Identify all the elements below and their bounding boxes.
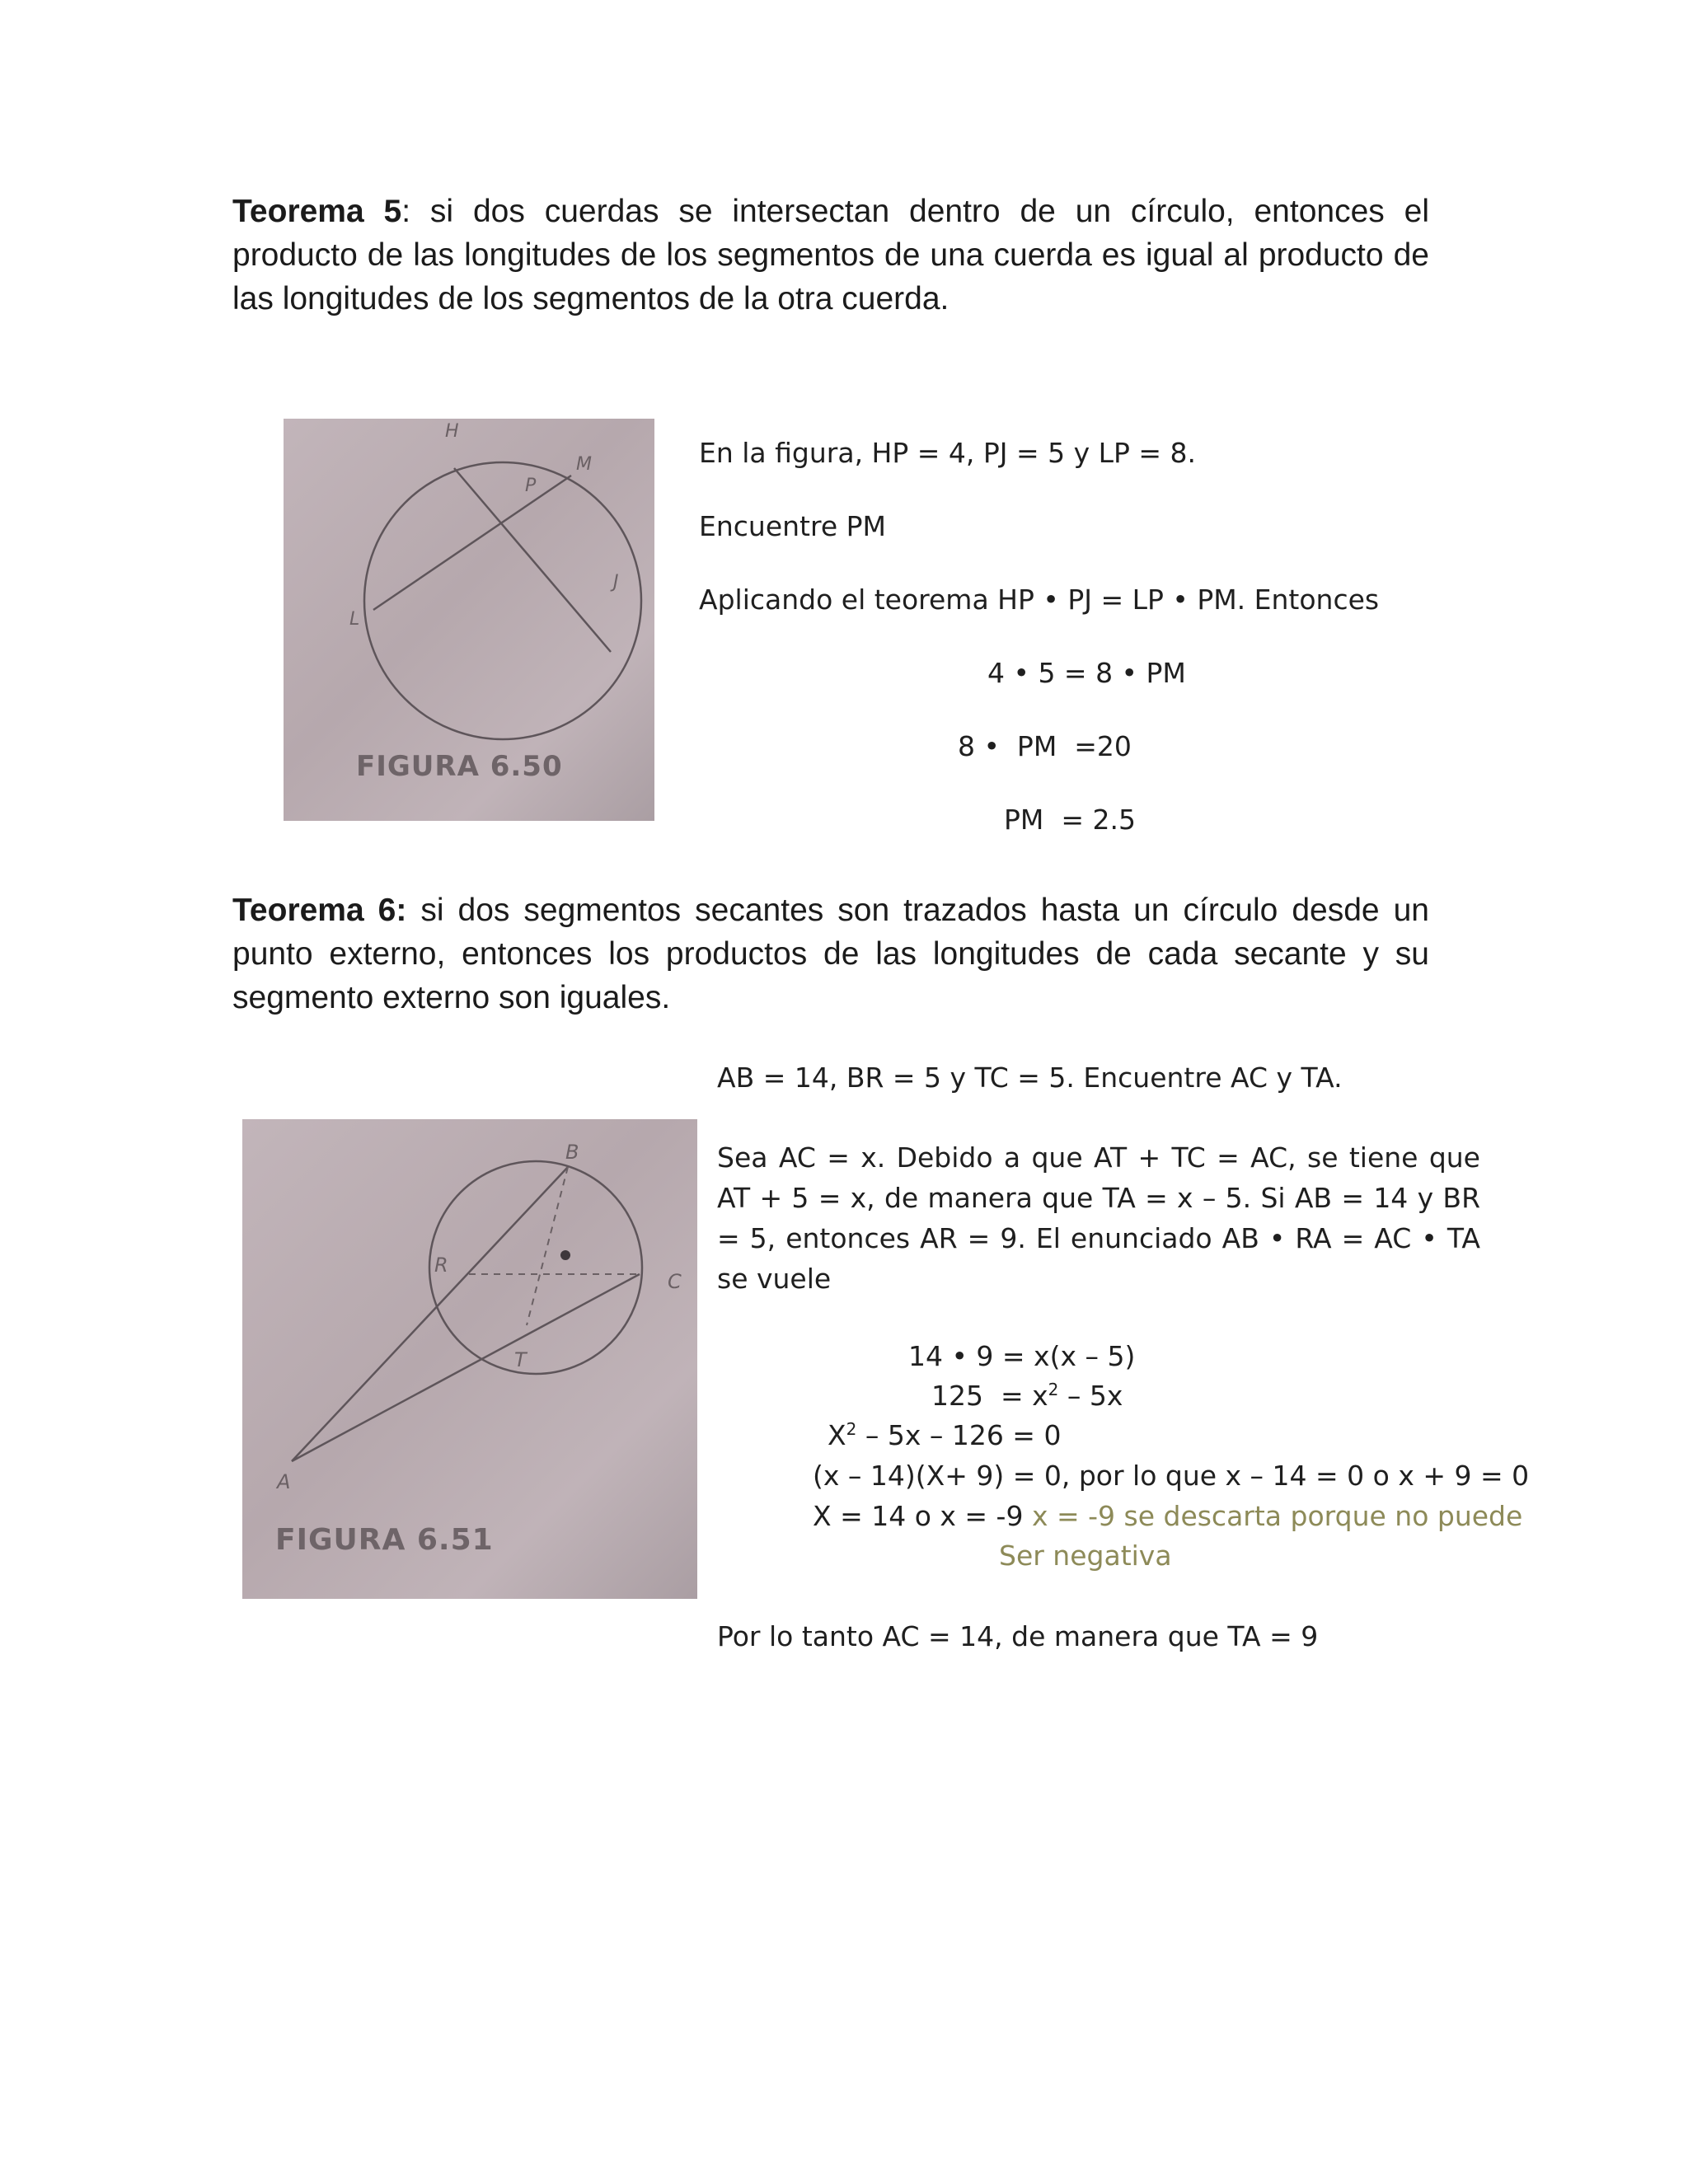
circle-outline: [429, 1161, 642, 1374]
eq3-left: X: [828, 1419, 846, 1451]
figure-6-50-caption: FIGURA 6.50: [356, 750, 563, 783]
example-2-paragraph: Sea AC = x. Debido a que AT + TC = AC, se tiene que AT + 5 = x, de manera que TA = x – 5. Si AB = 14 y BR = 5, entonces AR = 9. El enunciado AB • RA = AC • TA se vuele: [717, 1141, 1480, 1295]
example-1-equation-2: 8 • PM =20: [958, 730, 1132, 762]
circle-outline: [364, 462, 641, 739]
figure-6-51-caption: FIGURA 6.51: [275, 1523, 494, 1557]
point-r-label: R: [434, 1254, 448, 1277]
chord-lm: [373, 476, 571, 610]
point-a-label: A: [277, 1470, 291, 1493]
point-c-label: C: [668, 1270, 682, 1293]
chord-bt-dashed: [527, 1167, 568, 1325]
theorem-5-text: : si dos cuerdas se intersectan dentro de un círculo, entonces el producto de las longitudes de los segmentos de una cuerda es igual al producto de las longitudes de los segmentos de la otra cuerda.: [232, 194, 1429, 316]
point-m-label: M: [576, 454, 592, 475]
eq2-right: – 5x: [1058, 1380, 1123, 1412]
example-1-equation-1: 4 • 5 = 8 • PM: [987, 657, 1186, 689]
example-2-equation-4: (x – 14)(X+ 9) = 0, por lo que x – 14 = 0 o x + 9 = 0: [813, 1460, 1530, 1492]
point-p-label: P: [525, 476, 537, 496]
theorem-6-text: si dos segmentos secantes son trazados hasta un círculo desde un punto externo, entonces los productos de las longitudes de cada secante y su segmento externo son iguales.: [232, 893, 1429, 1015]
theorem-6-label: Teorema 6:: [232, 893, 407, 928]
eq3-right: – 5x – 126 = 0: [856, 1419, 1062, 1451]
theorem-5-paragraph: [232, 190, 1429, 321]
secant-ac: [292, 1274, 640, 1461]
point-t-label: T: [514, 1348, 527, 1371]
eq5-solutions: X = 14 o x = -9: [813, 1500, 1032, 1532]
eq3-exponent: 2: [846, 1419, 857, 1439]
point-h-label: H: [445, 421, 459, 442]
discard-note-continued: Ser negativa: [999, 1540, 1172, 1572]
point-b-label: B: [565, 1141, 579, 1164]
center-point: [560, 1250, 570, 1260]
figure-6-50-photo: [284, 419, 654, 821]
point-l-label: L: [349, 609, 360, 630]
eq2-exponent: 2: [1048, 1380, 1059, 1399]
eq2-left: 125 = x: [931, 1380, 1048, 1412]
example-1-given: En la figura, HP = 4, PJ = 5 y LP = 8.: [699, 437, 1197, 469]
example-1-find: Encuentre PM: [699, 510, 886, 542]
example-2-given: AB = 14, BR = 5 y TC = 5. Encuentre AC y TA.: [717, 1062, 1343, 1094]
example-2-equation-1: 14 • 9 = x(x – 5): [908, 1340, 1136, 1372]
point-j-label: J: [613, 572, 619, 593]
example-2-equation-2: [931, 1380, 1123, 1412]
theorem-6-paragraph: [232, 888, 1429, 1019]
discard-note: x = -9 se descarta porque no puede: [1031, 1500, 1523, 1532]
example-2-equation-5: [813, 1500, 1522, 1532]
figure-6-51-photo: [242, 1119, 697, 1599]
example-1-equation-3: PM = 2.5: [1004, 804, 1136, 836]
example-2-conclusion: Por lo tanto AC = 14, de manera que TA = 9: [717, 1620, 1319, 1652]
theorem-5-label: Teorema 5: [232, 194, 402, 229]
secant-ab: [292, 1167, 568, 1461]
example-1-apply: Aplicando el teorema HP • PJ = LP • PM. Entonces: [699, 583, 1380, 616]
example-2-equation-3: [828, 1419, 1061, 1451]
